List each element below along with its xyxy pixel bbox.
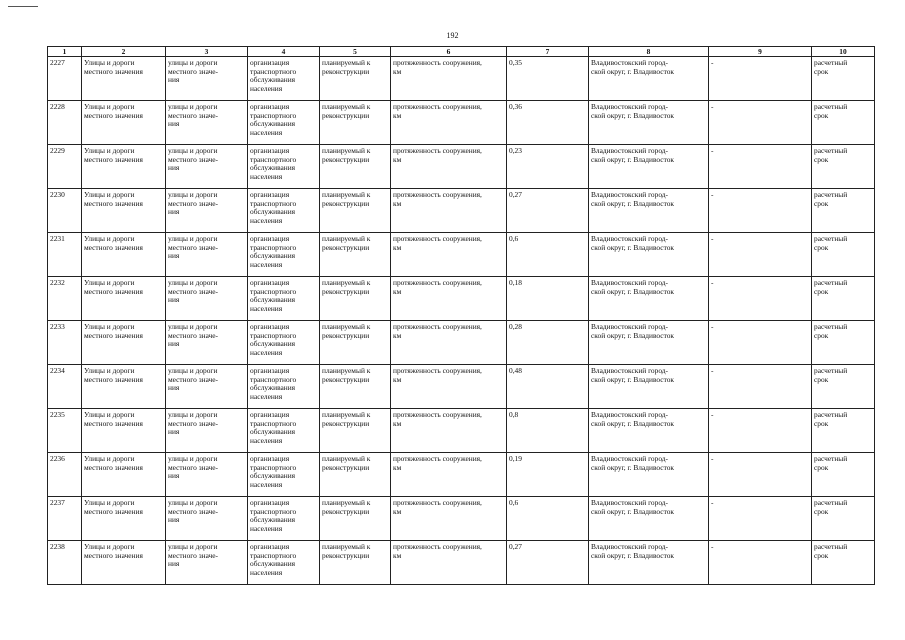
- characteristic-text: протяженность сооружения, км: [393, 322, 482, 340]
- characteristic-cell: [391, 57, 507, 101]
- term-cell: [812, 497, 875, 541]
- row-number-cell: [48, 453, 82, 497]
- purpose-cell: [248, 189, 320, 233]
- object-name-text: Улицы и дороги местного значения: [84, 366, 143, 384]
- object-name-cell: [82, 233, 166, 277]
- status-cell: [320, 189, 391, 233]
- purpose-cell: [248, 277, 320, 321]
- term-text: расчетный срок: [814, 454, 848, 472]
- characteristic-text: протяженность сооружения, км: [393, 190, 482, 208]
- location-text: Владивостокский город- ской округ, г. Владивосток: [591, 542, 674, 560]
- purpose-text: организация транспортного обслуживания населения: [250, 454, 297, 489]
- status-text: планируемый к реконструкции: [322, 498, 371, 516]
- row-number-text: 2236: [50, 454, 65, 463]
- object-type-cell: [166, 321, 248, 365]
- row-number-text: 2232: [50, 278, 65, 287]
- status-cell: [320, 409, 391, 453]
- characteristic-text: протяженность сооружения, км: [393, 454, 482, 472]
- zone-cell: [709, 145, 812, 189]
- characteristic-text: протяженность сооружения, км: [393, 58, 482, 76]
- object-type-cell: [166, 497, 248, 541]
- location-text: Владивостокский город- ской округ, г. Владивосток: [591, 146, 674, 164]
- object-type-cell: [166, 233, 248, 277]
- location-text: Владивостокский город- ской округ, г. Владивосток: [591, 366, 674, 384]
- term-text: расчетный срок: [814, 366, 848, 384]
- purpose-cell: [248, 101, 320, 145]
- purpose-text: организация транспортного обслуживания населения: [250, 278, 297, 313]
- status-cell: [320, 233, 391, 277]
- object-name-cell: [82, 409, 166, 453]
- term-text: расчетный срок: [814, 190, 848, 208]
- value-text: 0,6: [509, 234, 519, 243]
- status-cell: [320, 365, 391, 409]
- term-text: расчетный срок: [814, 234, 848, 252]
- value-cell: [507, 541, 589, 585]
- row-number-text: 2228: [50, 102, 65, 111]
- object-name-text: Улицы и дороги местного значения: [84, 322, 143, 340]
- purpose-cell: [248, 57, 320, 101]
- characteristic-text: протяженность сооружения, км: [393, 542, 482, 560]
- object-name-cell: [82, 365, 166, 409]
- characteristic-cell: [391, 497, 507, 541]
- characteristic-cell: [391, 321, 507, 365]
- table-row: [48, 145, 875, 189]
- object-name-cell: [82, 497, 166, 541]
- location-text: Владивостокский город- ской округ, г. Владивосток: [591, 102, 674, 120]
- term-text: расчетный срок: [814, 498, 848, 516]
- term-cell: [812, 453, 875, 497]
- term-cell: [812, 409, 875, 453]
- purpose-text: организация транспортного обслуживания населения: [250, 234, 297, 269]
- table-row: [48, 321, 875, 365]
- value-cell: [507, 145, 589, 189]
- location-text: Владивостокский город- ской округ, г. Владивосток: [591, 58, 674, 76]
- purpose-text: организация транспортного обслуживания населения: [250, 322, 297, 357]
- term-cell: [812, 101, 875, 145]
- object-name-cell: [82, 189, 166, 233]
- object-name-cell: [82, 57, 166, 101]
- row-number-cell: [48, 497, 82, 541]
- term-text: расчетный срок: [814, 102, 848, 120]
- object-type-cell: [166, 453, 248, 497]
- table-row: [48, 277, 875, 321]
- term-cell: [812, 541, 875, 585]
- status-text: планируемый к реконструкции: [322, 454, 371, 472]
- zone-text: -: [711, 278, 714, 287]
- zone-text: -: [711, 366, 714, 375]
- location-cell: [589, 277, 709, 321]
- purpose-cell: [248, 145, 320, 189]
- row-number-text: 2233: [50, 322, 65, 331]
- object-name-text: Улицы и дороги местного значения: [84, 234, 143, 252]
- status-text: планируемый к реконструкции: [322, 146, 371, 164]
- zone-text: -: [711, 498, 714, 507]
- objects-table: [47, 46, 875, 585]
- object-type-cell: [166, 189, 248, 233]
- characteristic-cell: [391, 409, 507, 453]
- row-number-cell: [48, 365, 82, 409]
- object-name-cell: [82, 277, 166, 321]
- object-type-text: улицы и дороги местного значе- ния: [168, 542, 219, 569]
- column-number-header-row: [48, 47, 875, 57]
- characteristic-text: протяженность сооружения, км: [393, 410, 482, 428]
- status-text: планируемый к реконструкции: [322, 190, 371, 208]
- zone-text: -: [711, 454, 714, 463]
- object-type-text: улицы и дороги местного значе- ния: [168, 410, 219, 437]
- value-cell: [507, 101, 589, 145]
- purpose-cell: [248, 453, 320, 497]
- row-number-cell: [48, 145, 82, 189]
- status-cell: [320, 321, 391, 365]
- value-cell: [507, 321, 589, 365]
- characteristic-text: протяженность сооружения, км: [393, 366, 482, 384]
- value-text: 0,36: [509, 102, 522, 111]
- value-text: 0,35: [509, 58, 522, 67]
- zone-cell: [709, 57, 812, 101]
- table-row: [48, 365, 875, 409]
- column-header-8: 8: [589, 47, 709, 57]
- object-name-text: Улицы и дороги местного значения: [84, 410, 143, 428]
- characteristic-cell: [391, 145, 507, 189]
- characteristic-text: протяженность сооружения, км: [393, 278, 482, 296]
- status-text: планируемый к реконструкции: [322, 234, 371, 252]
- object-type-text: улицы и дороги местного значе- ния: [168, 234, 219, 261]
- location-cell: [589, 453, 709, 497]
- purpose-text: организация транспортного обслуживания населения: [250, 102, 297, 137]
- zone-text: -: [711, 322, 714, 331]
- column-header-7: 7: [507, 47, 589, 57]
- object-name-cell: [82, 321, 166, 365]
- status-cell: [320, 101, 391, 145]
- zone-cell: [709, 497, 812, 541]
- column-header-1: 1: [48, 47, 82, 57]
- value-cell: [507, 233, 589, 277]
- table-row: [48, 101, 875, 145]
- object-type-text: улицы и дороги местного значе- ния: [168, 190, 219, 217]
- term-cell: [812, 277, 875, 321]
- purpose-cell: [248, 409, 320, 453]
- column-header-3: 3: [166, 47, 248, 57]
- location-cell: [589, 57, 709, 101]
- column-header-6: 6: [391, 47, 507, 57]
- table-row: [48, 57, 875, 101]
- status-cell: [320, 497, 391, 541]
- object-type-cell: [166, 277, 248, 321]
- purpose-cell: [248, 321, 320, 365]
- location-text: Владивостокский город- ской округ, г. Владивосток: [591, 498, 674, 516]
- purpose-cell: [248, 541, 320, 585]
- top-rule: [8, 6, 38, 7]
- location-cell: [589, 541, 709, 585]
- characteristic-cell: [391, 233, 507, 277]
- object-name-cell: [82, 541, 166, 585]
- row-number-text: 2231: [50, 234, 65, 243]
- value-text: 0,19: [509, 454, 522, 463]
- object-type-cell: [166, 145, 248, 189]
- object-type-cell: [166, 57, 248, 101]
- status-cell: [320, 145, 391, 189]
- purpose-text: организация транспортного обслуживания населения: [250, 366, 297, 401]
- value-cell: [507, 189, 589, 233]
- status-text: планируемый к реконструкции: [322, 102, 371, 120]
- object-type-text: улицы и дороги местного значе- ния: [168, 498, 219, 525]
- term-cell: [812, 321, 875, 365]
- status-text: планируемый к реконструкции: [322, 366, 371, 384]
- location-cell: [589, 189, 709, 233]
- purpose-text: организация транспортного обслуживания населения: [250, 146, 297, 181]
- location-text: Владивостокский город- ской округ, г. Владивосток: [591, 322, 674, 340]
- location-text: Владивостокский город- ской округ, г. Владивосток: [591, 454, 674, 472]
- zone-text: -: [711, 542, 714, 551]
- row-number-cell: [48, 321, 82, 365]
- page-number: 192: [446, 31, 459, 40]
- row-number-cell: [48, 57, 82, 101]
- object-type-cell: [166, 541, 248, 585]
- purpose-text: организация транспортного обслуживания населения: [250, 498, 297, 533]
- purpose-text: организация транспортного обслуживания населения: [250, 542, 297, 577]
- zone-cell: [709, 233, 812, 277]
- status-cell: [320, 541, 391, 585]
- zone-text: -: [711, 190, 714, 199]
- zone-text: -: [711, 102, 714, 111]
- value-text: 0,6: [509, 498, 519, 507]
- value-cell: [507, 365, 589, 409]
- term-text: расчетный срок: [814, 278, 848, 296]
- object-type-text: улицы и дороги местного значе- ния: [168, 366, 219, 393]
- object-type-text: улицы и дороги местного значе- ния: [168, 102, 219, 129]
- row-number-cell: [48, 189, 82, 233]
- value-text: 0,23: [509, 146, 522, 155]
- location-text: Владивостокский город- ской округ, г. Владивосток: [591, 190, 674, 208]
- zone-text: -: [711, 410, 714, 419]
- status-text: планируемый к реконструкции: [322, 322, 371, 340]
- term-cell: [812, 365, 875, 409]
- value-text: 0,27: [509, 542, 522, 551]
- characteristic-text: протяженность сооружения, км: [393, 498, 482, 516]
- characteristic-cell: [391, 541, 507, 585]
- table-row: [48, 233, 875, 277]
- object-type-cell: [166, 101, 248, 145]
- object-type-text: улицы и дороги местного значе- ния: [168, 278, 219, 305]
- row-number-text: 2227: [50, 58, 65, 67]
- purpose-cell: [248, 365, 320, 409]
- value-text: 0,8: [509, 410, 519, 419]
- column-header-2: 2: [82, 47, 166, 57]
- status-cell: [320, 57, 391, 101]
- value-text: 0,28: [509, 322, 522, 331]
- location-cell: [589, 497, 709, 541]
- term-text: расчетный срок: [814, 542, 848, 560]
- term-text: расчетный срок: [814, 410, 848, 428]
- value-text: 0,18: [509, 278, 522, 287]
- status-text: планируемый к реконструкции: [322, 410, 371, 428]
- zone-text: -: [711, 234, 714, 243]
- table-body: [48, 57, 875, 585]
- object-name-text: Улицы и дороги местного значения: [84, 146, 143, 164]
- object-type-text: улицы и дороги местного значе- ния: [168, 454, 219, 481]
- term-cell: [812, 233, 875, 277]
- row-number-cell: [48, 541, 82, 585]
- characteristic-cell: [391, 453, 507, 497]
- location-cell: [589, 101, 709, 145]
- term-cell: [812, 57, 875, 101]
- row-number-text: 2234: [50, 366, 65, 375]
- value-cell: [507, 277, 589, 321]
- object-name-text: Улицы и дороги местного значения: [84, 58, 143, 76]
- table-row: [48, 541, 875, 585]
- column-header-4: 4: [248, 47, 320, 57]
- characteristic-text: протяженность сооружения, км: [393, 234, 482, 252]
- object-name-cell: [82, 101, 166, 145]
- location-cell: [589, 409, 709, 453]
- object-type-text: улицы и дороги местного значе- ния: [168, 146, 219, 173]
- object-name-text: Улицы и дороги местного значения: [84, 190, 143, 208]
- value-cell: [507, 497, 589, 541]
- object-name-text: Улицы и дороги местного значения: [84, 454, 143, 472]
- zone-cell: [709, 541, 812, 585]
- object-type-cell: [166, 365, 248, 409]
- zone-cell: [709, 101, 812, 145]
- object-name-cell: [82, 453, 166, 497]
- location-cell: [589, 365, 709, 409]
- zone-text: -: [711, 58, 714, 67]
- zone-cell: [709, 409, 812, 453]
- table-row: [48, 409, 875, 453]
- row-number-cell: [48, 409, 82, 453]
- value-text: 0,27: [509, 190, 522, 199]
- zone-cell: [709, 365, 812, 409]
- column-header-9: 9: [709, 47, 812, 57]
- characteristic-text: протяженность сооружения, км: [393, 146, 482, 164]
- object-name-text: Улицы и дороги местного значения: [84, 102, 143, 120]
- zone-cell: [709, 321, 812, 365]
- row-number-text: 2230: [50, 190, 65, 199]
- purpose-cell: [248, 497, 320, 541]
- zone-cell: [709, 453, 812, 497]
- location-text: Владивостокский город- ской округ, г. Владивосток: [591, 234, 674, 252]
- status-cell: [320, 453, 391, 497]
- term-cell: [812, 145, 875, 189]
- value-text: 0,48: [509, 366, 522, 375]
- zone-cell: [709, 189, 812, 233]
- object-type-text: улицы и дороги местного значе- ния: [168, 58, 219, 85]
- term-text: расчетный срок: [814, 146, 848, 164]
- characteristic-text: протяженность сооружения, км: [393, 102, 482, 120]
- row-number-cell: [48, 101, 82, 145]
- column-header-5: 5: [320, 47, 391, 57]
- zone-text: -: [711, 146, 714, 155]
- location-cell: [589, 145, 709, 189]
- purpose-text: организация транспортного обслуживания населения: [250, 190, 297, 225]
- characteristic-cell: [391, 277, 507, 321]
- row-number-text: 2235: [50, 410, 65, 419]
- object-type-text: улицы и дороги местного значе- ния: [168, 322, 219, 349]
- status-text: планируемый к реконструкции: [322, 542, 371, 560]
- row-number-text: 2237: [50, 498, 65, 507]
- object-name-text: Улицы и дороги местного значения: [84, 278, 143, 296]
- purpose-text: организация транспортного обслуживания населения: [250, 410, 297, 445]
- table-row: [48, 497, 875, 541]
- object-name-text: Улицы и дороги местного значения: [84, 498, 143, 516]
- object-name-cell: [82, 145, 166, 189]
- table-row: [48, 189, 875, 233]
- location-text: Владивостокский город- ской округ, г. Владивосток: [591, 278, 674, 296]
- value-cell: [507, 453, 589, 497]
- table-row: [48, 453, 875, 497]
- characteristic-cell: [391, 101, 507, 145]
- purpose-cell: [248, 233, 320, 277]
- term-cell: [812, 189, 875, 233]
- value-cell: [507, 409, 589, 453]
- status-cell: [320, 277, 391, 321]
- row-number-text: 2238: [50, 542, 65, 551]
- row-number-text: 2229: [50, 146, 65, 155]
- row-number-cell: [48, 277, 82, 321]
- term-text: расчетный срок: [814, 58, 848, 76]
- value-cell: [507, 57, 589, 101]
- zone-cell: [709, 277, 812, 321]
- status-text: планируемый к реконструкции: [322, 278, 371, 296]
- column-header-10: 10: [812, 47, 875, 57]
- characteristic-cell: [391, 189, 507, 233]
- location-cell: [589, 321, 709, 365]
- location-cell: [589, 233, 709, 277]
- characteristic-cell: [391, 365, 507, 409]
- status-text: планируемый к реконструкции: [322, 58, 371, 76]
- row-number-cell: [48, 233, 82, 277]
- term-text: расчетный срок: [814, 322, 848, 340]
- location-text: Владивостокский город- ской округ, г. Владивосток: [591, 410, 674, 428]
- object-type-cell: [166, 409, 248, 453]
- object-name-text: Улицы и дороги местного значения: [84, 542, 143, 560]
- purpose-text: организация транспортного обслуживания населения: [250, 58, 297, 93]
